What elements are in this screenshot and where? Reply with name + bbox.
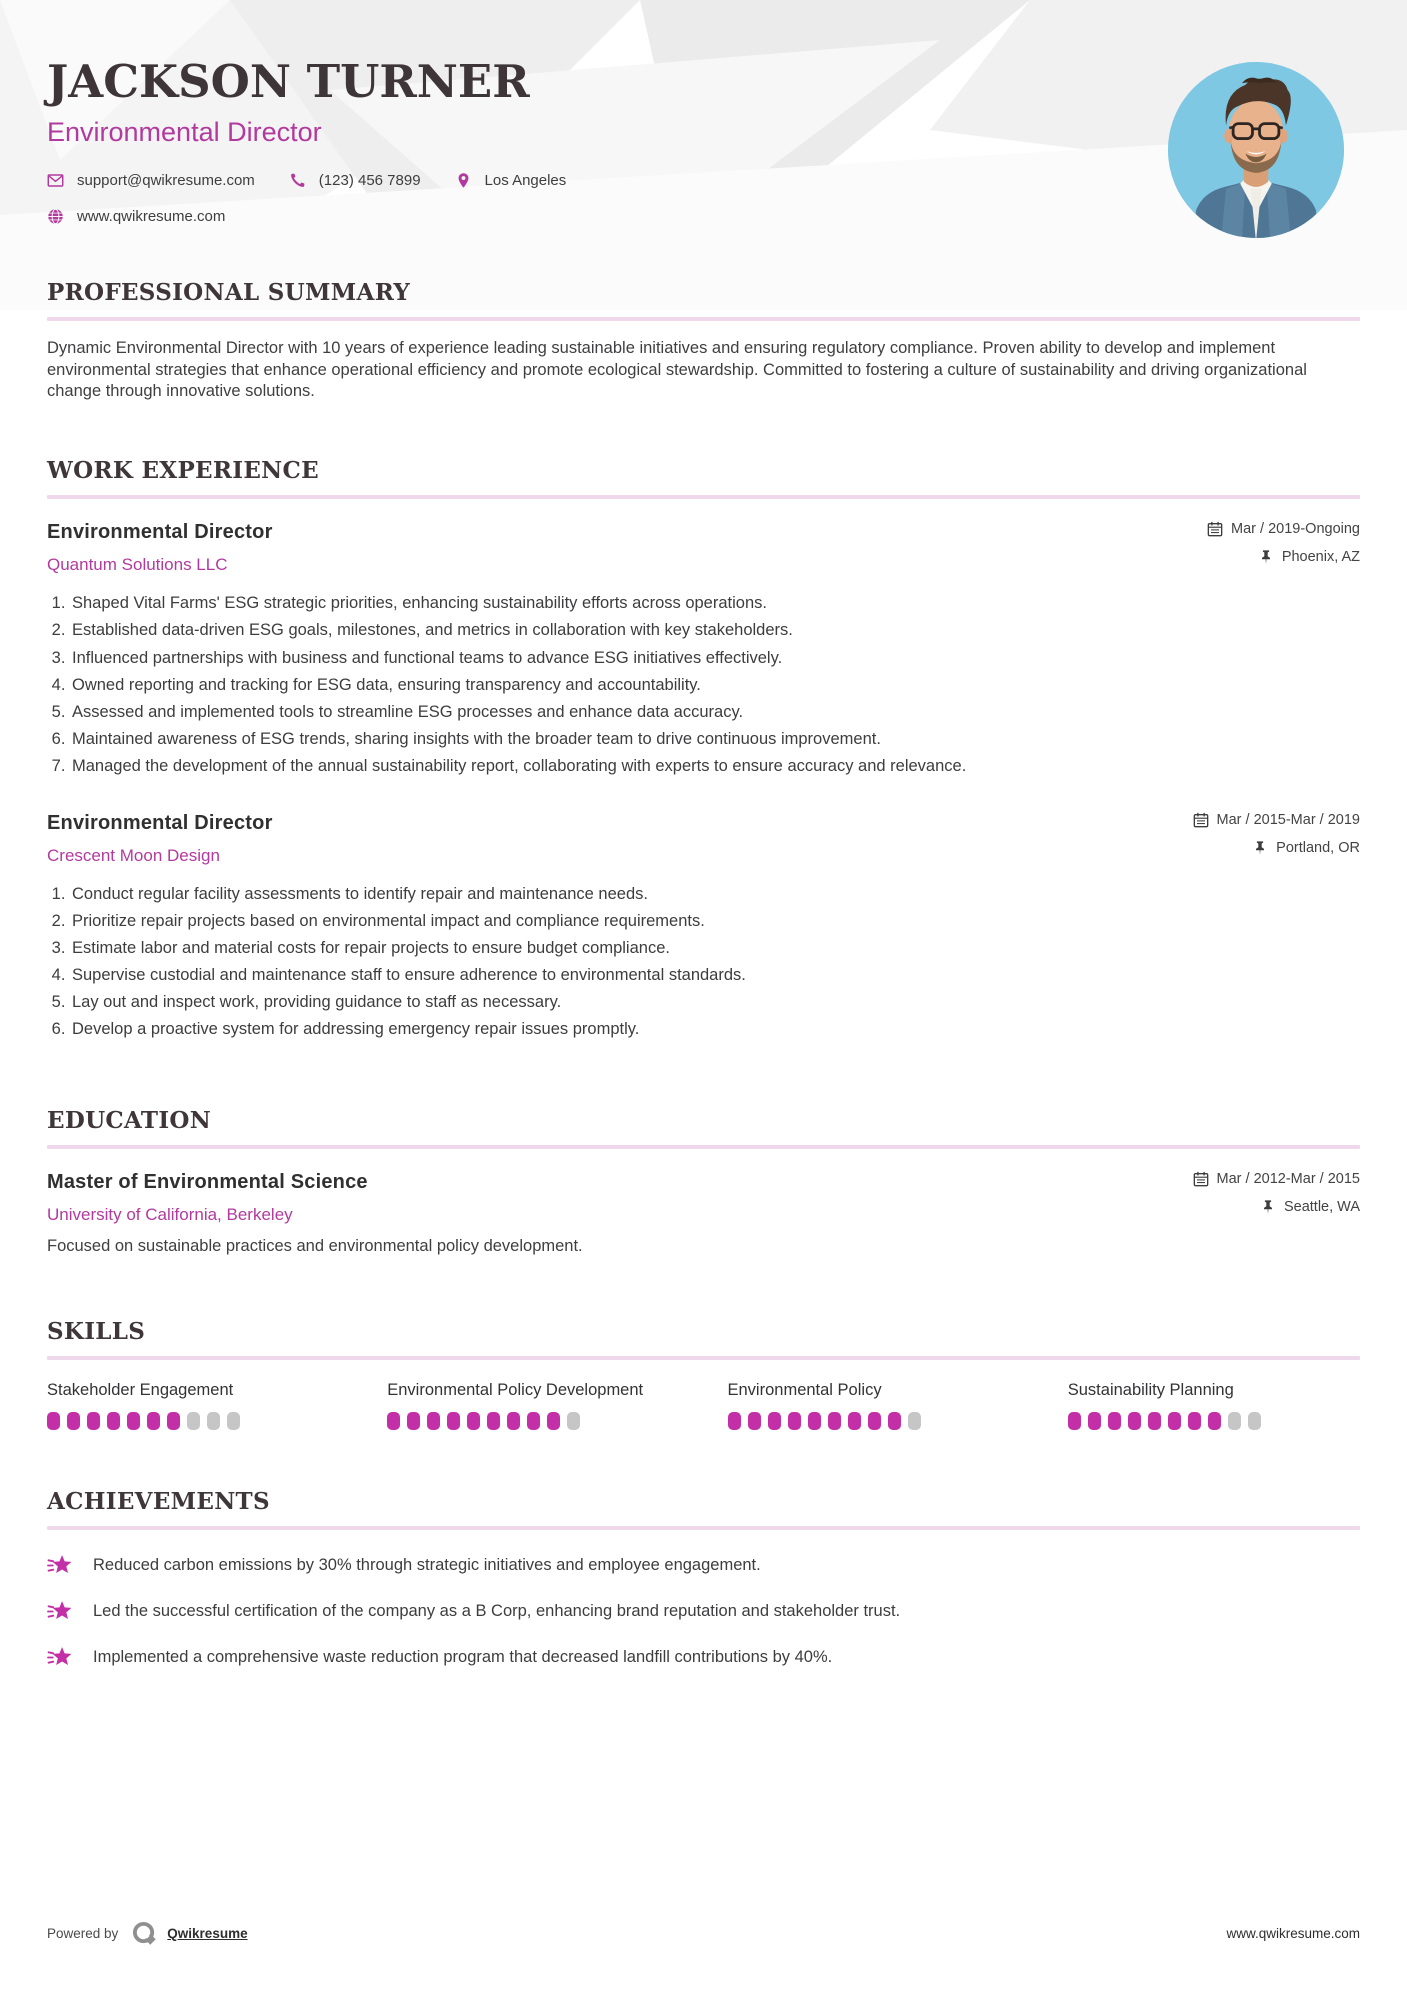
job-bullet: 4. Supervise custodial and maintenance staff to ensure adherence to environmental standards. <box>70 962 1360 989</box>
job-bullet: 5. Lay out and inspect work, providing guidance to staff as necessary. <box>70 989 1360 1016</box>
job-company: Quantum Solutions LLC <box>47 555 228 575</box>
job-entry-1 <box>47 521 1360 779</box>
skill-dot-filled <box>1108 1412 1121 1430</box>
skill-name: Sustainability Planning <box>1067 1381 1234 1400</box>
achievement-text: Implemented a comprehensive waste reduction program that decreased landfill contributions by 40%. <box>93 1648 833 1667</box>
job-bullet: 4. Owned reporting and tracking for ESG data, ensuring transparency and accountability. <box>70 672 1360 699</box>
section-divider <box>47 1356 1360 1360</box>
skill-dot-filled <box>1148 1412 1161 1430</box>
job-location <box>1193 840 1360 856</box>
page-title-name: JACKSON TURNER <box>47 55 530 108</box>
job-bullet: 7. Managed the development of the annual sustainability report, collaborating with experts to ensure accuracy and relevance. <box>70 753 1360 780</box>
section-heading-skills: SKILLS <box>47 1318 146 1346</box>
job-dates-text: Mar / 2019-Ongoing <box>1231 521 1360 538</box>
contact-website[interactable] <box>47 208 225 225</box>
contact-location-text: Los Angeles <box>484 171 567 189</box>
school-name: University of California, Berkeley <box>47 1205 293 1225</box>
skill-dot-empty <box>1248 1412 1261 1430</box>
skill-name: Stakeholder Engagement <box>47 1381 234 1400</box>
job-bullet-list <box>47 881 1360 1043</box>
calendar-icon <box>1193 812 1209 828</box>
skill-dot-filled <box>1068 1412 1081 1430</box>
job-entry-2 <box>47 812 1360 1043</box>
job-bullet: 1. Shaped Vital Farms' ESG strategic priorities, enhancing sustainability efforts across operations. <box>70 590 1360 617</box>
pushpin-icon <box>1260 1199 1276 1215</box>
skill-item <box>1068 1380 1360 1430</box>
job-bullet: 1. Conduct regular facility assessments to identify repair and maintenance needs. <box>70 881 1360 908</box>
job-dates <box>1193 812 1360 828</box>
job-dates-text: Mar / 2015-Mar / 2019 <box>1216 811 1360 828</box>
contact-location <box>455 172 567 189</box>
globe-icon <box>47 208 64 225</box>
pushpin-icon <box>1258 549 1274 565</box>
page-footer <box>47 1921 1360 1946</box>
skill-dot-filled <box>467 1412 480 1430</box>
job-bullet: 3. Estimate labor and material costs for repair projects to ensure budget compliance. <box>70 935 1360 962</box>
contact-row-primary <box>47 172 1360 189</box>
skill-dot-filled <box>868 1412 881 1430</box>
skill-dot-filled <box>107 1412 120 1430</box>
pushpin-icon <box>1252 840 1268 856</box>
map-pin-icon <box>455 172 472 189</box>
skill-dot-filled <box>507 1412 520 1430</box>
calendar-icon <box>1207 521 1223 537</box>
section-education <box>47 1107 1360 1256</box>
education-location-text: Seattle, WA <box>1283 1199 1360 1216</box>
achievement-item <box>47 1644 1360 1671</box>
qwikresume-logo-icon <box>132 1921 157 1946</box>
section-skills <box>47 1318 1360 1430</box>
job-location-text: Portland, OR <box>1276 839 1360 856</box>
job-bullet: 6. Develop a proactive system for addressing emergency repair issues promptly. <box>70 1016 1360 1043</box>
degree-title: Master of Environmental Science <box>47 1171 368 1194</box>
skill-dot-filled <box>67 1412 80 1430</box>
skill-dot-filled <box>1188 1412 1201 1430</box>
skill-dot-filled <box>848 1412 861 1430</box>
phone-icon <box>289 172 306 189</box>
job-bullet: 6. Maintained awareness of ESG trends, sharing insights with the broader team to drive continuous improvement. <box>70 726 1360 753</box>
skill-dot-filled <box>768 1412 781 1430</box>
footer-website-link[interactable]: www.qwikresume.com <box>1226 1926 1360 1941</box>
skills-grid <box>47 1380 1360 1430</box>
skill-dot-filled <box>1208 1412 1221 1430</box>
section-divider <box>47 1145 1360 1149</box>
education-location <box>1193 1199 1360 1215</box>
education-dates-text: Mar / 2012-Mar / 2015 <box>1216 1171 1360 1188</box>
section-divider <box>47 1526 1360 1530</box>
achievement-text: Led the successful certification of the company as a B Corp, enhancing brand reputation and stakeholder trust. <box>93 1602 901 1621</box>
skill-dot-filled <box>1168 1412 1181 1430</box>
shooting-star-icon <box>47 1598 74 1625</box>
skill-dot-filled <box>487 1412 500 1430</box>
skill-dot-filled <box>47 1412 60 1430</box>
headline-job-title: Environmental Director <box>47 116 322 147</box>
skill-dot-empty <box>187 1412 200 1430</box>
job-bullet: 2. Established data-driven ESG goals, milestones, and metrics in collaboration with key stakeholders. <box>70 617 1360 644</box>
section-divider <box>47 317 1360 321</box>
job-location-text: Phoenix, AZ <box>1281 549 1360 566</box>
achievement-item <box>47 1598 1360 1625</box>
envelope-icon <box>47 172 64 189</box>
education-dates <box>1193 1171 1360 1187</box>
skill-dot-filled <box>387 1412 400 1430</box>
skill-rating-dots <box>728 1412 1020 1430</box>
job-bullet: 3. Influenced partnerships with business and functional teams to advance ESG initiatives effectively. <box>70 645 1360 672</box>
qwikresume-link[interactable]: Qwikresume <box>167 1926 248 1941</box>
contact-row-secondary <box>47 208 1360 225</box>
calendar-icon <box>1193 1171 1209 1187</box>
section-achievements <box>47 1488 1360 1671</box>
job-bullet: 5. Assessed and implemented tools to streamline ESG processes and enhance data accuracy. <box>70 699 1360 726</box>
skill-dot-filled <box>167 1412 180 1430</box>
skill-dot-filled <box>547 1412 560 1430</box>
section-work-experience <box>47 457 1360 1043</box>
education-entry <box>47 1171 1360 1256</box>
achievements-list <box>47 1552 1360 1671</box>
contact-website-text: www.qwikresume.com <box>77 207 226 225</box>
summary-text: Dynamic Environmental Director with 10 years of experience leading sustainable initiatives and ensuring regulatory compliance. Proven ability to develop and implement environmental strategies that enhance operational efficiency and promote ecological stewardship. Committed to fostering a culture of sustainability and driving organizational change through innovative solutions. <box>47 338 1307 401</box>
skill-item <box>47 1380 339 1430</box>
section-heading-experience: WORK EXPERIENCE <box>47 457 319 485</box>
skill-dot-filled <box>1128 1412 1141 1430</box>
skill-item <box>728 1380 1020 1430</box>
job-bullet: 2. Prioritize repair projects based on environmental impact and compliance requirements. <box>70 908 1360 935</box>
job-title: Environmental Director <box>47 521 273 544</box>
skill-rating-dots <box>1068 1412 1360 1430</box>
job-dates <box>1207 521 1360 537</box>
job-title: Environmental Director <box>47 811 273 834</box>
contact-email[interactable] <box>47 172 255 189</box>
section-divider <box>47 495 1360 499</box>
skill-dot-filled <box>1088 1412 1101 1430</box>
skill-dot-empty <box>1228 1412 1241 1430</box>
skill-rating-dots <box>387 1412 679 1430</box>
skill-dot-filled <box>888 1412 901 1430</box>
skill-dot-filled <box>788 1412 801 1430</box>
skill-dot-filled <box>87 1412 100 1430</box>
job-bullet-list <box>47 590 1360 779</box>
shooting-star-icon <box>47 1644 74 1671</box>
education-description: Focused on sustainable practices and environmental policy development. <box>47 1237 583 1256</box>
achievement-text: Reduced carbon emissions by 30% through strategic initiatives and employee engagement. <box>93 1556 761 1575</box>
achievement-item <box>47 1552 1360 1579</box>
section-professional-summary <box>47 279 1360 404</box>
skill-dot-filled <box>447 1412 460 1430</box>
powered-by-label: Powered by <box>47 1926 119 1941</box>
skill-dot-filled <box>427 1412 440 1430</box>
skill-rating-dots <box>47 1412 339 1430</box>
skill-name: Environmental Policy <box>727 1381 882 1400</box>
job-company: Crescent Moon Design <box>47 845 220 865</box>
skill-dot-empty <box>207 1412 220 1430</box>
contact-phone <box>289 172 421 189</box>
skill-dot-filled <box>748 1412 761 1430</box>
skill-dot-filled <box>407 1412 420 1430</box>
section-heading-education: EDUCATION <box>47 1107 212 1135</box>
shooting-star-icon <box>47 1552 74 1579</box>
skill-dot-empty <box>227 1412 240 1430</box>
job-location <box>1207 549 1360 565</box>
section-heading-summary: PROFESSIONAL SUMMARY <box>47 278 411 306</box>
contact-phone-text: (123) 456 7899 <box>318 171 421 189</box>
skill-dot-filled <box>527 1412 540 1430</box>
skill-dot-filled <box>127 1412 140 1430</box>
skill-dot-empty <box>567 1412 580 1430</box>
skill-dot-filled <box>828 1412 841 1430</box>
skill-dot-filled <box>147 1412 160 1430</box>
profile-photo <box>1168 62 1344 238</box>
skill-dot-filled <box>808 1412 821 1430</box>
profile-photo-illustration <box>1168 62 1344 238</box>
contact-email-text: support@qwikresume.com <box>77 171 255 189</box>
skill-dot-empty <box>908 1412 921 1430</box>
skill-name: Environmental Policy Development <box>387 1381 644 1400</box>
section-heading-achievements: ACHIEVEMENTS <box>47 1488 270 1516</box>
skill-dot-filled <box>728 1412 741 1430</box>
skill-item <box>387 1380 679 1430</box>
